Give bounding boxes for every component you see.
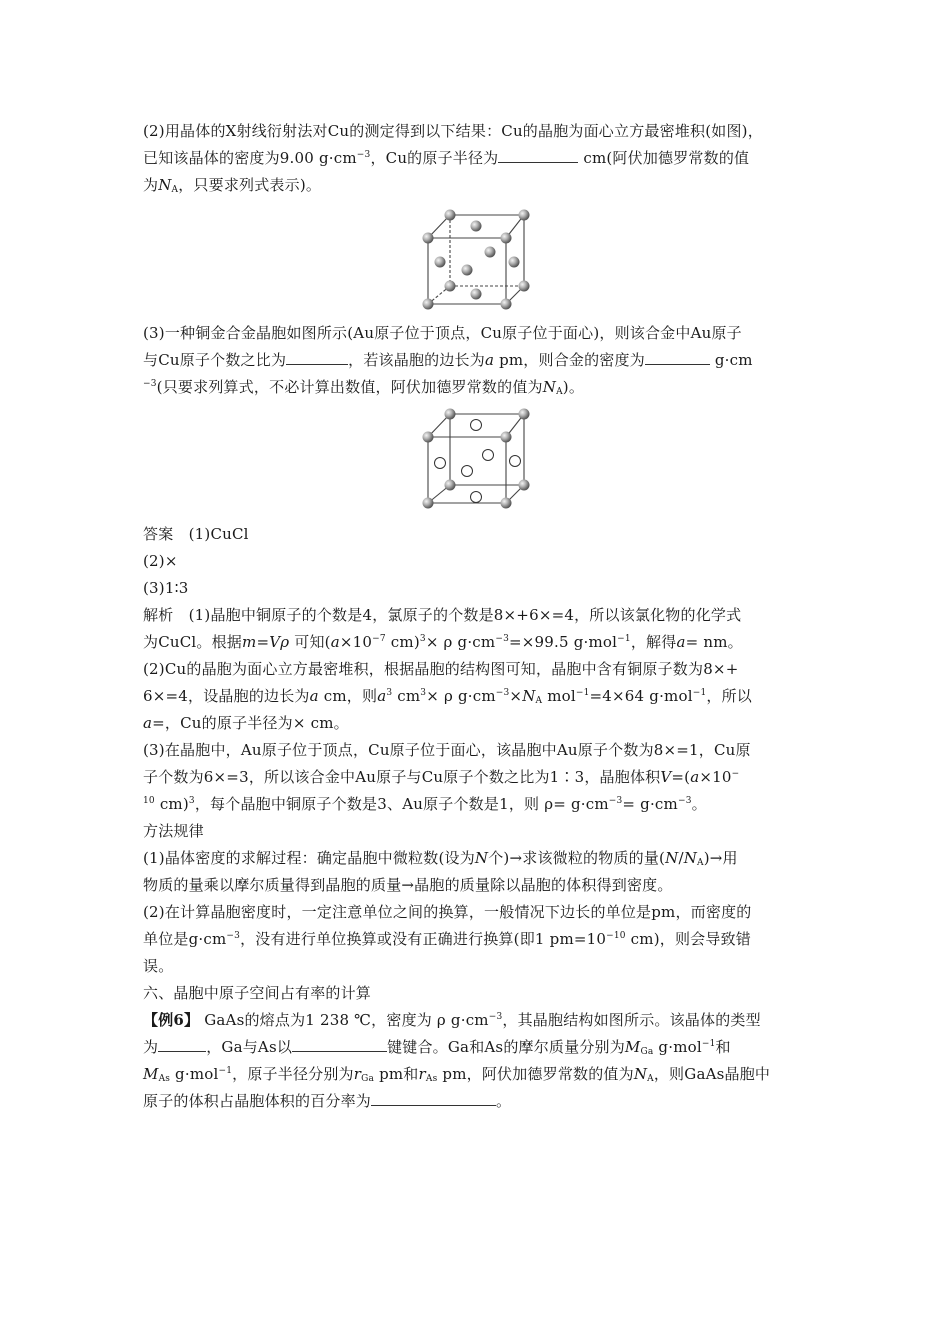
answer-line-3: (3)1∶3 [143,579,189,597]
method-line-2: 物质的量乘以摩尔质量得到晶胞的质量→晶胞的质量除以晶胞的体积得到密度。 [143,876,673,894]
example6-line-2: 为 ，Ga与As以 键键合。Ga和As的摩尔质量分别为$M_{Ga}$ g·mol$^{-1}$和 [143,1038,731,1057]
au-atom [423,498,434,509]
section-6-title: 六、晶胞中原子空间占有率的计算 [143,984,372,1002]
atom-face [485,247,496,258]
au-atom [501,432,512,443]
cu-atom [471,420,482,431]
cu-atom [510,456,521,467]
atom-corner [423,299,434,310]
analysis-line-1: 解析 (1)晶胞中铜原子的个数是4，氯原子的个数是8×+6×=4，所以该氯化物的化学式 [143,606,742,624]
example6-line-1: 【例6】 GaAs的熔点为1 238 ℃，密度为 ρ $g\cdot cm^{-3}$，其晶胞结构如图所示。该晶体的类型 [143,1011,761,1029]
atom-face [471,289,482,300]
answer-blank [292,1036,387,1052]
atom-face [462,265,473,276]
atom-corner [423,233,434,244]
atom-corner [519,281,530,292]
method-line-3: (2)在计算晶胞密度时，一定注意单位之间的换算，一般情况下边长的单位是pm，而密度的 [143,903,752,921]
atom-corner [501,233,512,244]
q3-line-3: $^{-3}$(只要求列算式，不必计算出数值，阿伏加德罗常数的值为$N_A$)。 [143,378,585,397]
answer-blank [371,1090,496,1106]
example6-line-3: $M_{As}$ g·mol$^{-1}$，原子半径分别为$r_{Ga}$ pm和$r_{As}$ pm，阿伏加德罗常数的值为$N_A$，则GaAs晶胞中 [143,1065,771,1084]
atom-face [509,257,520,268]
cu-atom [483,450,494,461]
fcc-crystal-cell-figure [418,206,534,314]
answer-blank [158,1036,206,1052]
cu-atom [471,492,482,503]
atom-face [471,221,482,232]
atom-corner [445,281,456,292]
q3-line-2: 与Cu原子个数之比为 ，若该晶胞的边长为a pm，则合金的密度为 g·cm [143,351,753,369]
answer-blank [645,349,710,365]
au-atom [519,409,530,420]
analysis-line-6: (3)在晶胞中，Au原子位于顶点，Cu原子位于面心，该晶胞中Au原子个数为8×=1，Cu原 [143,741,751,759]
analysis-line-4: 6×=4，设晶胞的边长为a cm，则$a^3$ $cm^3\times \rho$ $g\cdot cm^{-3}\times N_A$ mol$^{-1}$=4×64 g·mol$^{-1}$，所以 [143,687,752,706]
answer-line-1: 答案 (1)CuCl [143,525,249,543]
cu-atom [462,466,473,477]
q2-line-3: 为$N_A$，只要求列式表示)。 [143,176,322,195]
cu-atom [435,458,446,469]
au-atom [445,480,456,491]
analysis-line-2: 为CuCl。根据m=Vρ 可知($a\times 10^{-7}$ cm)$^3$× ρ $g\cdot cm^{-3}=\times 99.5$ g·mol$^{-1}$，解得a= nm。 [143,633,743,651]
au-atom [501,498,512,509]
answer-blank [498,147,578,163]
atom-corner [501,299,512,310]
atom-corner [519,210,530,221]
answer-line-2: (2)× [143,552,178,570]
method-line-5: 误。 [143,957,174,975]
atom-face [435,257,446,268]
example6-line-4: 原子的体积占晶胞体积的百分率为 。 [143,1092,512,1110]
au-atom [445,409,456,420]
analysis-line-8: $^{10}$ cm)$^3$，每个晶胞中铜原子个数是3、Au原子个数是1，则 $\rho= g\cdot cm^{-3}= g\cdot cm^{-3}$。 [143,795,707,813]
analysis-line-7: 子个数为6×=3，所以该合金中Au原子与Cu原子个数之比为1∶3，晶胞体积V=(a×10− [143,768,740,786]
method-line-4: 单位是$g\cdot cm^{-3}$，没有进行单位换算或没有正确进行换算(即1 $pm=10^{-10}$ cm)，则会导致错 [143,930,751,948]
au-atom [519,480,530,491]
q2-line-2: 已知该晶体的密度为9.00 $g\cdot cm^{-3}$，Cu的原子半径为 cm(阿伏加德罗常数的值 [143,149,750,167]
q2-line-1: (2)用晶体的X射线衍射法对Cu的测定得到以下结果：Cu的晶胞为面心立方最密堆积(如图)， [143,122,763,140]
atom-corner [445,210,456,221]
answer-blank [286,349,348,365]
method-line-1: (1)晶体密度的求解过程：确定晶胞中微粒数(设为N个)→求该微粒的物质的量$(N/N_A)\to$用 [143,849,738,868]
example-tag: 【例6】 [143,1011,200,1029]
au-atom [423,432,434,443]
method-title: 方法规律 [143,822,204,840]
analysis-line-5: a=，Cu的原子半径为× cm。 [143,714,349,732]
analysis-line-3: (2)Cu的晶胞为面心立方最密堆积，根据晶胞的结构图可知，晶胞中含有铜原子数为8×+ [143,660,739,678]
q3-line-1: (3)一种铜金合金晶胞如图所示(Au原子位于顶点，Cu原子位于面心)，则该合金中Au原子 [143,324,742,342]
cu-au-alloy-cell-figure [418,405,534,513]
